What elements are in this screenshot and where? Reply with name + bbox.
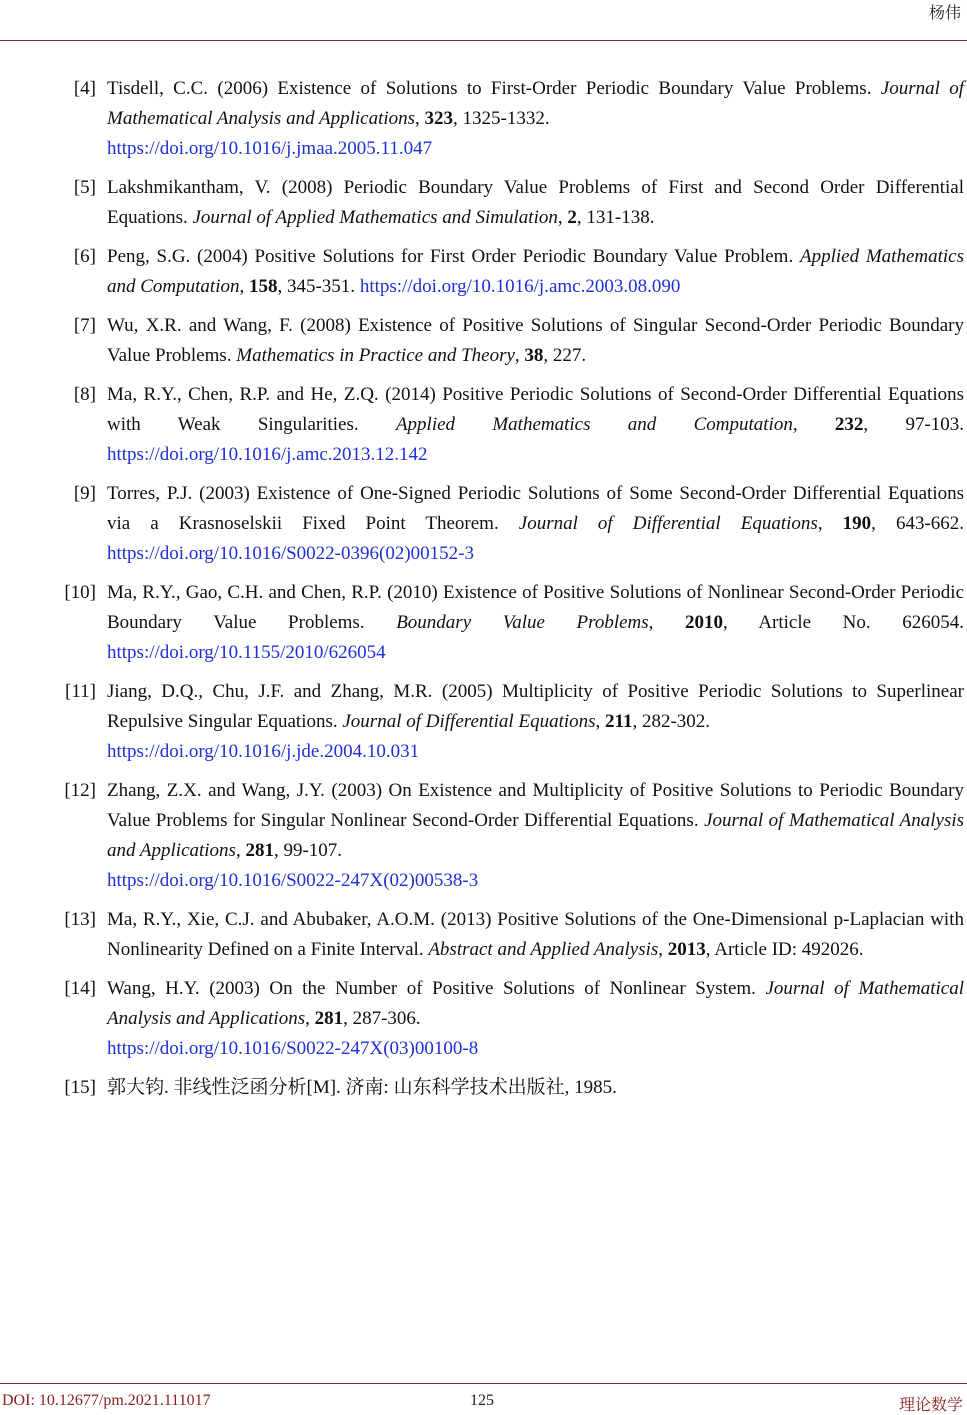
reference-number: [5] <box>73 177 96 198</box>
reference-pages: , 97-103. <box>863 414 965 435</box>
reference-pages: , Article No. 626054. <box>723 612 964 633</box>
reference-doi-link[interactable]: https://doi.org/10.1016/j.amc.2013.12.142 <box>107 444 428 465</box>
reference-volume: 158 <box>248 276 278 297</box>
reference-number: [7] <box>73 315 96 336</box>
page-footer <box>0 1392 967 1414</box>
reference-item: [10] Ma, R.Y., Gao, C.H. and Chen, R.P. (2010) Existence of Positive Solutions of Nonlinear Second-Order Periodic Boundary Value Problems. Boundary Value Problems, 2010, Article No. 626054. https://doi.org/10.1155/2010/626054 <box>0 578 967 668</box>
reference-number: [8] <box>73 384 96 405</box>
reference-text: Tisdell, C.C. (2006) Existence of Solutions to First-Order Periodic Boundary Value Problems. <box>107 78 872 99</box>
reference-doi-link[interactable]: https://doi.org/10.1016/S0022-247X(03)00100-8 <box>107 1038 479 1059</box>
reference-journal: Abstract and Applied Analysis <box>428 939 659 960</box>
reference-text: Torres, P.J. (2003) Existence of One-Signed Periodic Solutions of Some Second-Order Differential Equations via a Krasnoselskii Fixed Point Theorem. <box>107 483 964 534</box>
footer-journal-name: 理论数学 <box>898 1397 963 1414</box>
reference-number: [10] <box>64 582 96 603</box>
reference-pages: , 1325-1332. <box>453 108 550 129</box>
reference-volume: 323 <box>424 108 454 129</box>
reference-number: [13] <box>64 909 96 930</box>
reference-pages: , 643-662. <box>871 513 965 534</box>
reference-text: Ma, R.Y., Chen, R.P. and He, Z.Q. (2014) Positive Periodic Solutions of Second-Order Differential Equations with Weak Singularities. <box>107 384 964 435</box>
reference-number: [14] <box>64 978 96 999</box>
reference-volume: 2 <box>567 207 577 228</box>
reference-item: [11] Jiang, D.Q., Chu, J.F. and Zhang, M.R. (2005) Multiplicity of Positive Periodic Solutions to Superlinear Repulsive Singular Equations. Journal of Differential Equations, 211, 282-302. https://doi.org/10.1016/j.jde.2004.10.031 <box>0 677 967 767</box>
reference-journal: Journal of Mathematical Analysis and Applications <box>107 78 965 129</box>
reference-volume: 281 <box>314 1008 344 1029</box>
reference-doi-link[interactable]: https://doi.org/10.1155/2010/626054 <box>107 642 386 663</box>
reference-text: Ma, R.Y., Xie, C.J. and Abubaker, A.O.M. (2013) Positive Solutions of the One-Dimensional p-Laplacian with Nonlinearity Defined on a Finite Interval. <box>107 909 964 960</box>
reference-pages: , 99-107. <box>273 840 343 861</box>
reference-volume: 2010 <box>685 612 724 633</box>
reference-item: [5] Lakshmikantham, V. (2008) Periodic Boundary Value Problems of First and Second Order Differential Equations. Journal of Applied Mathematics and Simulation, 2, 131-138. <box>0 173 967 233</box>
page-number: 125 <box>470 1392 494 1409</box>
reference-item: [7] Wu, X.R. and Wang, F. (2008) Existence of Positive Solutions of Singular Second-Order Periodic Boundary Value Problems. Mathematics in Practice and Theory, 38, 227. <box>0 311 967 371</box>
header-divider <box>0 40 967 41</box>
reference-text: Jiang, D.Q., Chu, J.F. and Zhang, M.R. (2005) Multiplicity of Positive Periodic Solutions to Superlinear Repulsive Singular Equations. <box>107 681 964 732</box>
reference-volume: 2013 <box>667 939 706 960</box>
reference-text: Ma, R.Y., Gao, C.H. and Chen, R.P. (2010) Existence of Positive Solutions of Nonlinear Second-Order Periodic Boundary Value Problems. <box>107 582 964 633</box>
reference-item: [12] Zhang, Z.X. and Wang, J.Y. (2003) On Existence and Multiplicity of Positive Solutions to Periodic Boundary Value Problems for Singular Nonlinear Second-Order Differential Equations. Journal of Mathematical Analysis and Applications, 281, 99-107. https://doi.org/10.1016/S0022-247X(02)00538-3 <box>0 776 967 896</box>
reference-pages: , 345-351. <box>277 276 356 297</box>
reference-number: [6] <box>73 246 96 267</box>
reference-item: [14] Wang, H.Y. (2003) On the Number of Positive Solutions of Nonlinear System. Journal of Mathematical Analysis and Applications, 281, 287-306. https://doi.org/10.1016/S0022-247X(03)00100-8 <box>0 974 967 1064</box>
reference-text: Wang, H.Y. (2003) On the Number of Positive Solutions of Nonlinear System. <box>107 978 756 999</box>
reference-volume: 190 <box>842 513 872 534</box>
reference-journal: Journal of Differential Equations <box>518 513 818 534</box>
reference-doi-link[interactable]: https://doi.org/10.1016/j.jmaa.2005.11.047 <box>107 138 433 159</box>
footer-divider <box>0 1383 967 1384</box>
reference-volume: 211 <box>605 711 633 732</box>
reference-pages: , 282-302. <box>632 711 711 732</box>
reference-text: Peng, S.G. (2004) Positive Solutions for First Order Periodic Boundary Value Problem. <box>107 246 794 267</box>
reference-number: [15] <box>64 1077 96 1098</box>
reference-text: Lakshmikantham, V. (2008) Periodic Boundary Value Problems of First and Second Order Differential Equations. <box>107 177 964 228</box>
reference-doi-link[interactable]: https://doi.org/10.1016/S0022-247X(02)00538-3 <box>107 870 479 891</box>
reference-item <box>0 1073 967 1103</box>
reference-journal: Journal of Mathematical Analysis and Applications <box>107 810 965 861</box>
reference-list <box>0 74 967 1112</box>
reference-journal: Journal of Applied Mathematics and Simulation <box>192 207 558 228</box>
reference-volume: 281 <box>245 840 274 861</box>
footer-doi[interactable]: DOI: 10.12677/pm.2021.111017 <box>2 1392 211 1409</box>
reference-volume: 232 <box>834 414 864 435</box>
header-author: 杨伟 <box>928 5 961 22</box>
reference-text: Wu, X.R. and Wang, F. (2008) Existence of Positive Solutions of Singular Second-Order Periodic Boundary Value Problems. <box>107 315 964 366</box>
reference-item: [8] Ma, R.Y., Chen, R.P. and He, Z.Q. (2014) Positive Periodic Solutions of Second-Order Differential Equations with Weak Singularities. Applied Mathematics and Computation, 232, 97-103. https://doi.org/10.1016/j.amc.2013.12.142 <box>0 380 967 470</box>
reference-pages: , 227. <box>543 345 587 366</box>
reference-number: [11] <box>65 681 96 702</box>
reference-item: [6] Peng, S.G. (2004) Positive Solutions for First Order Periodic Boundary Value Problem. Applied Mathematics and Computation, 158, 345-351. https://doi.org/10.1016/j.amc.2003.08.090 <box>0 242 967 302</box>
reference-journal: Journal of Differential Equations <box>342 711 596 732</box>
reference-item: [9] Torres, P.J. (2003) Existence of One-Signed Periodic Solutions of Some Second-Order Differential Equations via a Krasnoselskii Fixed Point Theorem. Journal of Differential Equations, 190, 643-662. https://doi.org/10.1016/S0022-0396(02)00152-3 <box>0 479 967 569</box>
reference-journal: Boundary Value Problems <box>396 612 649 633</box>
reference-number: [12] <box>64 780 96 801</box>
reference-volume: 38 <box>524 345 544 366</box>
reference-item: [13] Ma, R.Y., Xie, C.J. and Abubaker, A.O.M. (2013) Positive Solutions of the One-Dimensional p-Laplacian with Nonlinearity Defined on a Finite Interval. Abstract and Applied Analysis, 2013, Article ID: 492026. <box>0 905 967 965</box>
reference-pages: , Article ID: 492026. <box>705 939 864 960</box>
reference-journal: Applied Mathematics and Computation <box>107 246 964 297</box>
reference-text: 郭大钧. 非线性泛函分析[M]. 济南: 山东科学技术出版社, 1985. <box>107 1077 617 1098</box>
reference-journal: Mathematics in Practice and Theory <box>236 345 515 366</box>
reference-number: [4] <box>73 78 96 99</box>
reference-text: Zhang, Z.X. and Wang, J.Y. (2003) On Existence and Multiplicity of Positive Solutions to Periodic Boundary Value Problems for Singular Nonlinear Second-Order Differential Equations. <box>107 780 964 831</box>
reference-journal: Journal of Mathematical Analysis and Applications <box>107 978 964 1029</box>
reference-number: [9] <box>73 483 96 504</box>
reference-doi-link[interactable]: https://doi.org/10.1016/j.jde.2004.10.031 <box>107 741 420 762</box>
reference-doi-link[interactable]: https://doi.org/10.1016/j.amc.2003.08.090 <box>359 276 681 297</box>
reference-doi-link[interactable]: https://doi.org/10.1016/S0022-0396(02)00152-3 <box>107 543 474 564</box>
reference-pages: , 131-138. <box>576 207 655 228</box>
reference-journal: Applied Mathematics and Computation <box>395 414 793 435</box>
reference-item: [4] Tisdell, C.C. (2006) Existence of Solutions to First-Order Periodic Boundary Value Problems. Journal of Mathematical Analysis and Applications, 323, 1325-1332. https://doi.org/10.1016/j.jmaa.2005.11.047 <box>0 74 967 164</box>
reference-pages: , 287-306. <box>343 1008 421 1029</box>
